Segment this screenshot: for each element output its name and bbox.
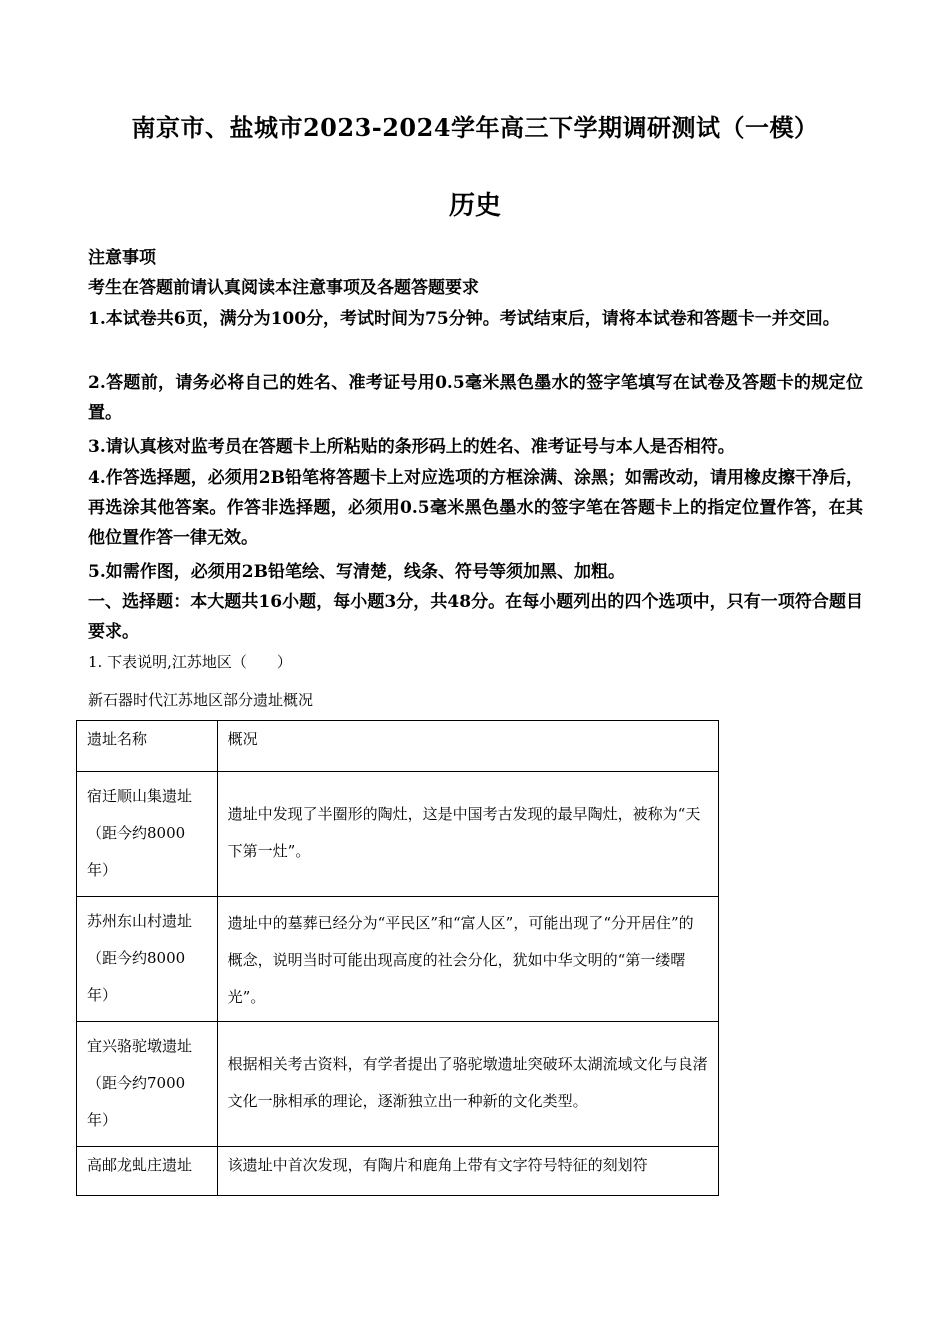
- site-name: 宿迁顺山集遗址（距今约8000年）: [87, 787, 193, 879]
- site-description: 遗址中发现了半圈形的陶灶，这是中国考古发现的最早陶灶，被称为“天下第一灶”。: [227, 805, 701, 860]
- table-row: [77, 1022, 719, 1147]
- exam-title: 南京市、盐城市2023-2024学年高三下学期调研测试（一模）: [131, 113, 819, 142]
- site-name: 苏州东山村遗址（距今约8000年）: [87, 912, 193, 1004]
- table-caption: 新石器时代江苏地区部分遗址概况: [88, 691, 314, 709]
- site-description: 根据相关考古资料，有学者提出了骆驼墩遗址突破环太湖流域文化与良渚文化一脉相承的理论，逐渐独立出一种新的文化类型。: [227, 1055, 708, 1110]
- table-header-row: [77, 721, 719, 772]
- question-stem: 1. 下表说明,江苏地区（ ）: [88, 653, 292, 671]
- site-description: 该遗址中首次发现，有陶片和鹿角上带有文字符号特征的刻划符: [227, 1156, 648, 1174]
- notice-item-2: 2.答题前，请务必将自己的姓名、准考证号用0.5毫米黑色墨水的签字笔填写在试卷及答题卡的规定位置。: [88, 373, 863, 423]
- section-heading: 一、选择题：本大题共16小题，每小题3分，共48分。在每小题列出的四个选项中，只有一项符合题目要求。: [88, 592, 863, 642]
- table-row: [77, 897, 719, 1022]
- notice-item-5: 5.如需作图，必须用2B铅笔绘、写清楚，线条、符号等须加黑、加粗。: [88, 562, 625, 582]
- notice-item-3: 3.请认真核对监考员在答题卡上所粘贴的条形码上的姓名、准考证号与本人是否相符。: [88, 437, 735, 457]
- site-name: 宜兴骆驼墩遗址（距今约7000年）: [87, 1037, 193, 1129]
- site-name: 高邮龙虬庄遗址: [87, 1156, 193, 1174]
- notice-item-4: 4.作答选择题，必须用2B铅笔将答题卡上对应选项的方框涂满、涂黑；如需改动，请用橡皮擦干净后，再选涂其他答案。作答非选择题，必须用0.5毫米黑色墨水的签字笔在答题卡上的指定位置作答，在其他位置作答一律无效。: [88, 468, 863, 548]
- table-header-name: 遗址名称: [77, 721, 218, 772]
- sites-table: [76, 720, 719, 1196]
- site-description: 遗址中的墓葬已经分为“平民区”和“富人区”，可能出现了“分开居住”的概念，说明当时可能出现高度的社会分化，犹如中华文明的“第一缕曙光”。: [227, 914, 694, 1006]
- notice-item-1: 1.本试卷共6页，满分为100分，考试时间为75分钟。考试结束后，请将本试卷和答题卡一并交回。: [88, 309, 840, 329]
- subject-title: 历史: [448, 191, 501, 221]
- notice-heading: 注意事项: [88, 248, 156, 268]
- table-header-desc: 概况: [217, 721, 718, 772]
- table-row: [77, 772, 719, 897]
- notice-intro: 考生在答题前请认真阅读本注意事项及各题答题要求: [88, 278, 479, 298]
- table-row: [77, 1147, 719, 1196]
